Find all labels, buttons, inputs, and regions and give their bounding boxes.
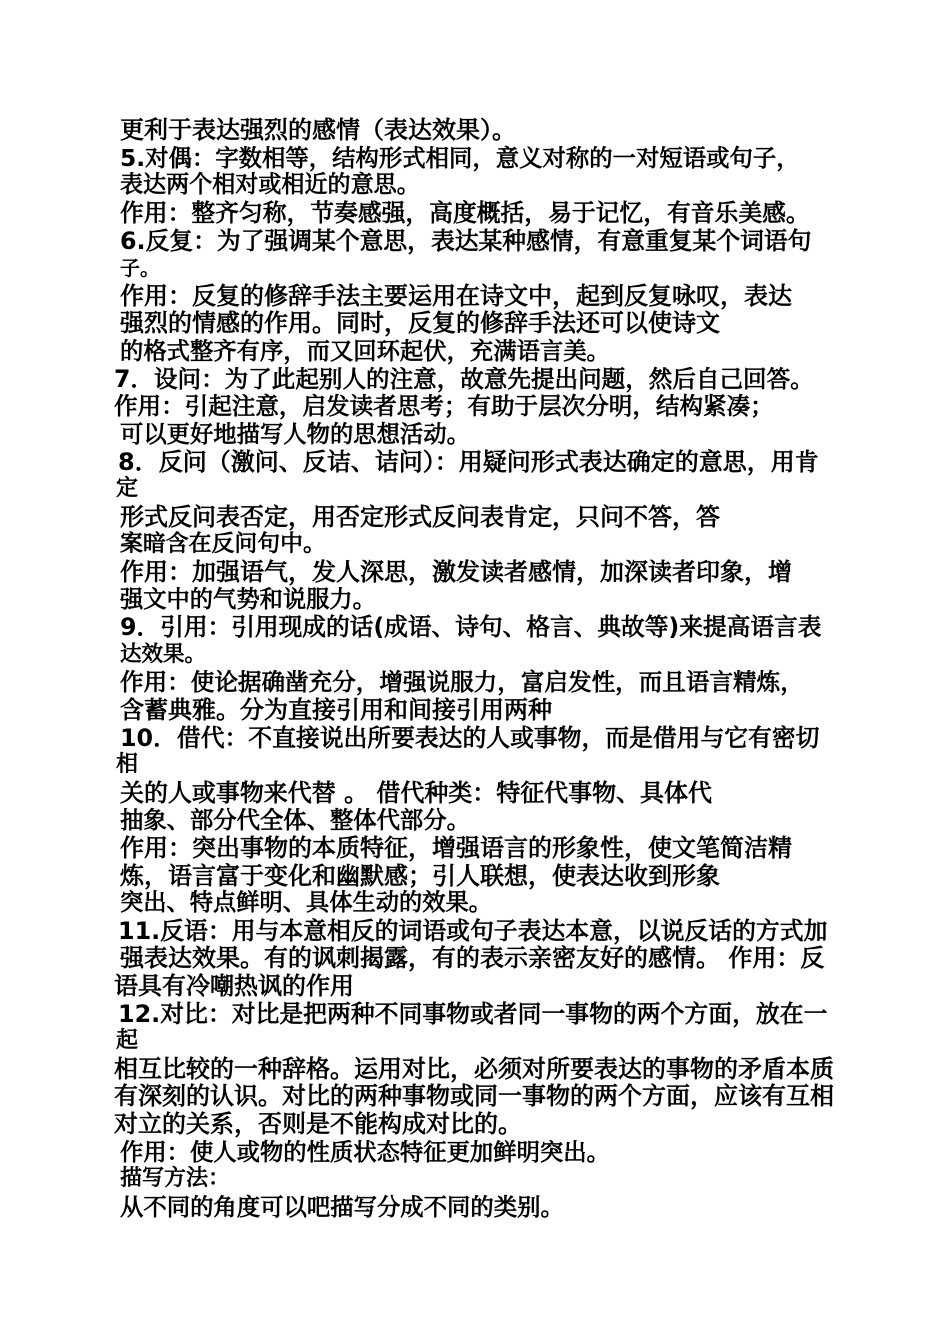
- text-line: 11.反语：用与本意相反的词语或句子表达本意，以说反话的方式加: [118, 917, 828, 945]
- text-line: 作用：加强语气，发人深思，激发读者感情，加深读者印象，增: [120, 558, 792, 586]
- text-line: 作用：使人或物的性质状态特征更加鲜明突出。: [120, 1138, 610, 1166]
- text-line: 起: [116, 1028, 139, 1053]
- text-line: 强烈的情感的作用。同时，反复的修辞手法还可以使诗文: [120, 309, 720, 337]
- text-line: 作用：使论据确凿充分，增强说服力，富启发性，而且语言精炼，: [120, 668, 804, 696]
- text-line: 子。: [120, 256, 160, 280]
- text-line: 对立的关系，否则是不能构成对比的。: [114, 1110, 522, 1138]
- text-line: 突出、特点鲜明、具体生动的效果。: [120, 889, 493, 916]
- text-line: 12.对比：对比是把两种不同事物或者同一事物的两个方面，放在一: [118, 1000, 828, 1028]
- text-line: 9．引用：引用现成的话(成语、诗句、格言、典故等)来提高语言表: [120, 613, 822, 641]
- text-line: 语具有冷嘲热讽的作用: [114, 972, 354, 1000]
- text-line: 炼，语言富于变化和幽默感；引人联想，使表达收到形象: [120, 862, 720, 890]
- text-line: 8．反问（激问、反诘、诘问）：用疑问形式表达确定的意思，用肯: [118, 448, 819, 476]
- text-line: 定: [116, 476, 139, 501]
- text-line: 形式反问表否定，用否定形式反问表肯定，只问不答，答: [120, 503, 720, 531]
- text-line: 更利于表达强烈的感情（表达效果）。: [120, 116, 516, 144]
- text-line: 7．设问：为了此起别人的注意，故意先提出问题，然后自己回答。: [114, 365, 814, 393]
- text-line: 有深刻的认识。对比的两种事物或同一事物的两个方面，应该有互相: [114, 1082, 834, 1110]
- text-line: 作用：突出事物的本质特征，增强语言的形象性，使文笔简洁精: [120, 834, 792, 862]
- text-line: 作用：反复的修辞手法主要运用在诗文中，起到反复咏叹，表达: [120, 282, 792, 310]
- text-line: 可以更好地描写人物的思想活动。: [120, 420, 470, 448]
- text-line: 的格式整齐有序，而又回环起伏，充满语言美。: [120, 337, 610, 365]
- text-line: 作用：整齐匀称，节奏感强，高度概括，易于记忆，有音乐美感。: [120, 199, 810, 227]
- text-line: 相: [116, 752, 139, 777]
- text-line: 相互比较的一种辞格。运用对比，必须对所要表达的事物的矛盾本质: [114, 1055, 834, 1083]
- text-line: 强表达效果。有的讽刺揭露，有的表示亲密友好的感情。 作用：反: [120, 944, 825, 972]
- text-line: 6.反复：为了强调某个意思，表达某种感情，有意重复某个词语句: [120, 227, 812, 255]
- text-line: 强文中的气势和说服力。: [120, 586, 376, 613]
- text-line: 达效果。: [120, 642, 207, 667]
- text-line: 作用：引起注意，启发读者思考；有助于层次分明，结构紧凑；: [114, 392, 774, 420]
- text-line: 5.对偶：字数相等，结构形式相同，意义对称的一对短语或句子，: [120, 144, 800, 172]
- text-line: 关的人或事物来代替 。 借代种类：特征代事物、具体代: [120, 779, 712, 807]
- text-line: 案暗含在反问句中。: [120, 531, 326, 557]
- text-line: 从不同的角度可以吧描写分成不同的类别。: [120, 1193, 564, 1221]
- text-line: 10．借代：不直接说出所要表达的人或事物，而是借用与它有密切: [120, 724, 820, 752]
- text-line: 含蓄典雅。分为直接引用和间接引用两种: [120, 696, 552, 724]
- text-line: 描写方法：: [120, 1166, 231, 1191]
- text-line: 表达两个相对或相近的意思。: [120, 172, 420, 198]
- text-line: 抽象、部分代全体、整体代部分。: [120, 806, 470, 834]
